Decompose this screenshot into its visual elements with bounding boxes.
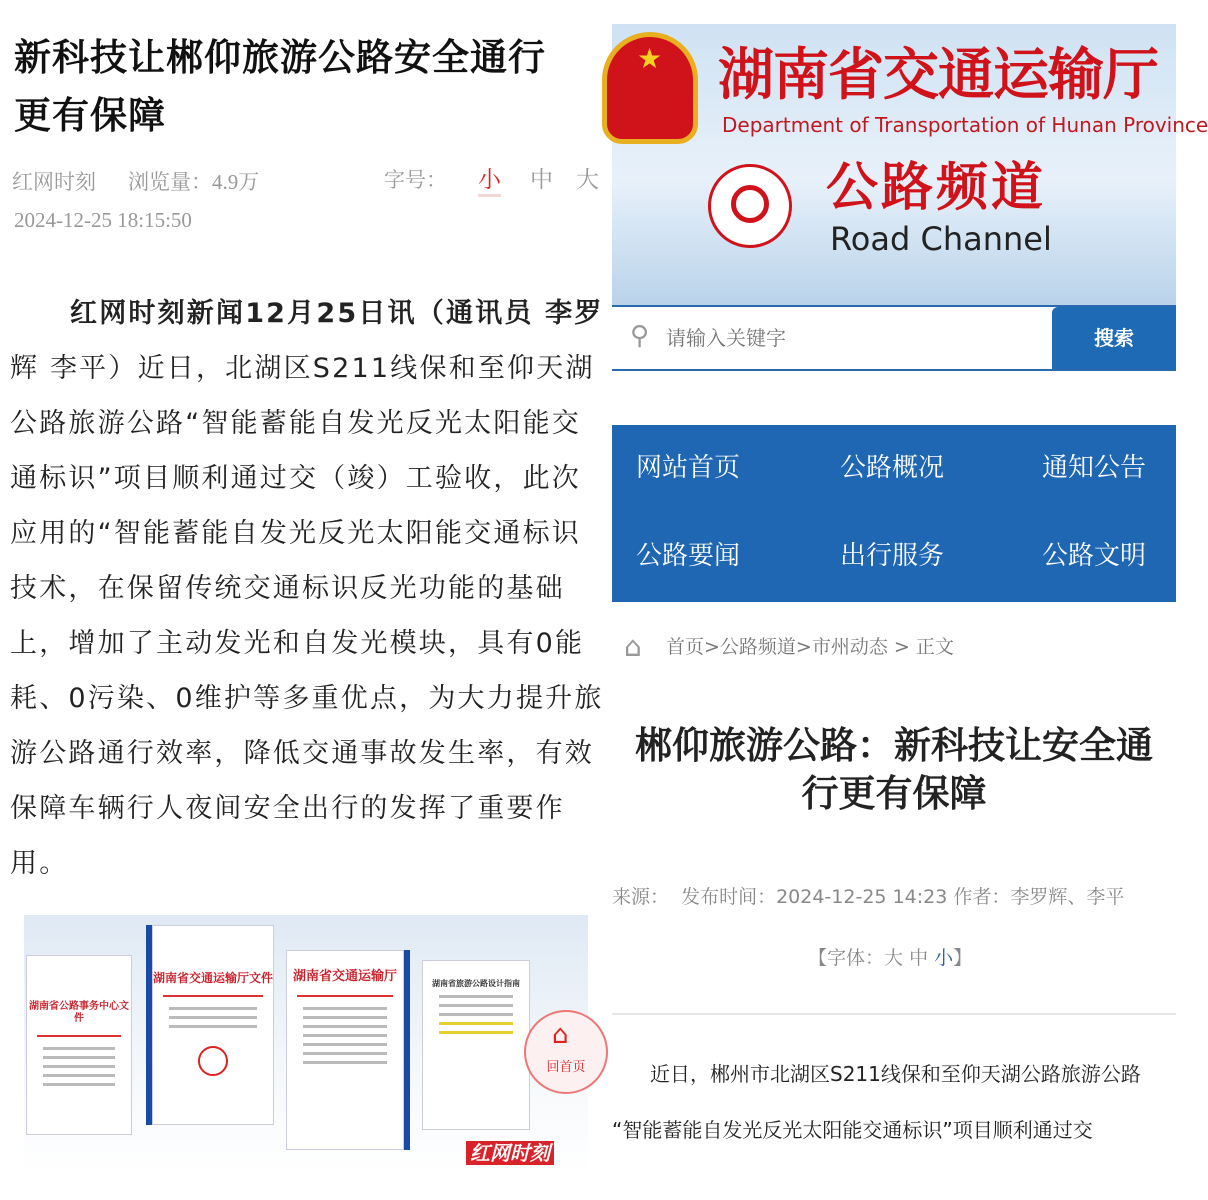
article-title-line2: 行更有保障: [801, 772, 987, 815]
body-line: 公路旅游公路“智能蓄能自发光反光太阳能交: [10, 408, 581, 439]
document-1: 湖南省公路事务中心文件: [26, 955, 132, 1135]
document-2: 湖南省交通运输厅文件: [152, 925, 274, 1125]
channel-name-en: Road Channel: [830, 220, 1052, 258]
font-size-label: 字号：: [384, 168, 447, 192]
right-article-panel: [612, 24, 1208, 1200]
document-4: 湖南省旅游公路设计指南: [422, 960, 530, 1130]
nav-home[interactable]: 网站首页: [636, 453, 741, 483]
channel-name: 公路频道: [826, 158, 1047, 218]
nav-civility[interactable]: 公路文明: [1042, 541, 1147, 571]
org-name-en: Department of Transportation of Hunan Province: [722, 113, 1208, 137]
body-line: “智能蓄能自发光反光太阳能交通标识”项目顺利通过交: [612, 1118, 1093, 1142]
nav-travel[interactable]: 出行服务: [840, 541, 945, 571]
nav-news[interactable]: 公路要闻: [636, 541, 741, 571]
article-title-line1: 新科技让郴仰旅游公路安全通行: [14, 36, 546, 79]
body-line: 技术，在保留传统交通标识反光功能的基础: [10, 573, 565, 604]
body-line: 上，增加了主动发光和自发光模块，具有0能: [10, 628, 585, 659]
publish-date: 2024-12-25 18:15:50: [14, 208, 192, 232]
body-line: 耗、0污染、0维护等多重优点，为大力提升旅: [10, 683, 604, 714]
search-button[interactable]: 搜索: [1052, 307, 1176, 369]
source-label: 红网时刻: [12, 170, 96, 194]
body-line: 游公路通行效率，降低交通事故发生率，有效: [10, 738, 594, 769]
article-meta: 来源： 发布时间：2024-12-25 14:23 作者：李罗辉、李平: [612, 886, 1125, 908]
article-title-line1: 郴仰旅游公路：新科技让安全通: [635, 724, 1153, 767]
font-small[interactable]: 小: [934, 947, 954, 969]
article-image: [24, 915, 588, 1175]
nav-overview[interactable]: 公路概况: [840, 453, 945, 483]
font-size-large[interactable]: 大: [576, 167, 599, 192]
org-name: 湖南省交通运输厅: [718, 43, 1158, 108]
body-line: 通标识”项目顺利通过交（竣）工验收，此次: [10, 463, 581, 494]
body-line: 应用的“智能蓄能自发光反光太阳能交通标识: [10, 518, 581, 549]
document-3: 湖南省交通运输厅: [286, 950, 404, 1150]
search-input[interactable]: [666, 315, 1046, 361]
body-line: 近日，郴州市北湖区S211线保和至仰天湖公路旅游公路: [650, 1062, 1141, 1086]
breadcrumb[interactable]: 首页>公路频道>市州动态 > 正文: [666, 636, 954, 658]
home-icon: ⌂: [552, 1020, 569, 1050]
left-article-panel: [10, 0, 604, 1200]
watermark-logo: 红网时刻: [466, 1141, 554, 1165]
home-icon: ⌂: [624, 630, 642, 663]
road-channel-logo-icon: [708, 164, 792, 248]
national-emblem-icon: ★: [602, 32, 698, 144]
view-count: 浏览量：4.9万: [128, 170, 260, 194]
divider: [612, 1013, 1176, 1015]
main-nav: [612, 425, 1176, 602]
home-button[interactable]: ⌂ 回首页: [524, 1010, 608, 1094]
font-medium[interactable]: 中: [909, 947, 929, 969]
article-title-line2: 更有保障: [14, 94, 166, 137]
body-line: 用。: [10, 848, 69, 879]
font-large[interactable]: 大: [884, 947, 904, 969]
body-line: 保障车辆行人夜间安全出行的发挥了重要作: [10, 793, 565, 824]
search-bar: [612, 305, 1176, 371]
font-size-small[interactable]: 小: [478, 166, 501, 197]
body-line: 红网时刻新闻12月25日讯（通讯员 李罗: [70, 298, 604, 329]
site-banner: [612, 24, 1208, 305]
search-icon: ⚲: [630, 321, 650, 351]
nav-notices[interactable]: 通知公告: [1042, 453, 1147, 483]
body-line: 辉 李平）近日，北湖区S211线保和至仰天湖: [10, 353, 595, 384]
font-size-medium[interactable]: 中: [530, 167, 553, 192]
font-size-control: 【字体：大 中 小】: [808, 947, 973, 969]
